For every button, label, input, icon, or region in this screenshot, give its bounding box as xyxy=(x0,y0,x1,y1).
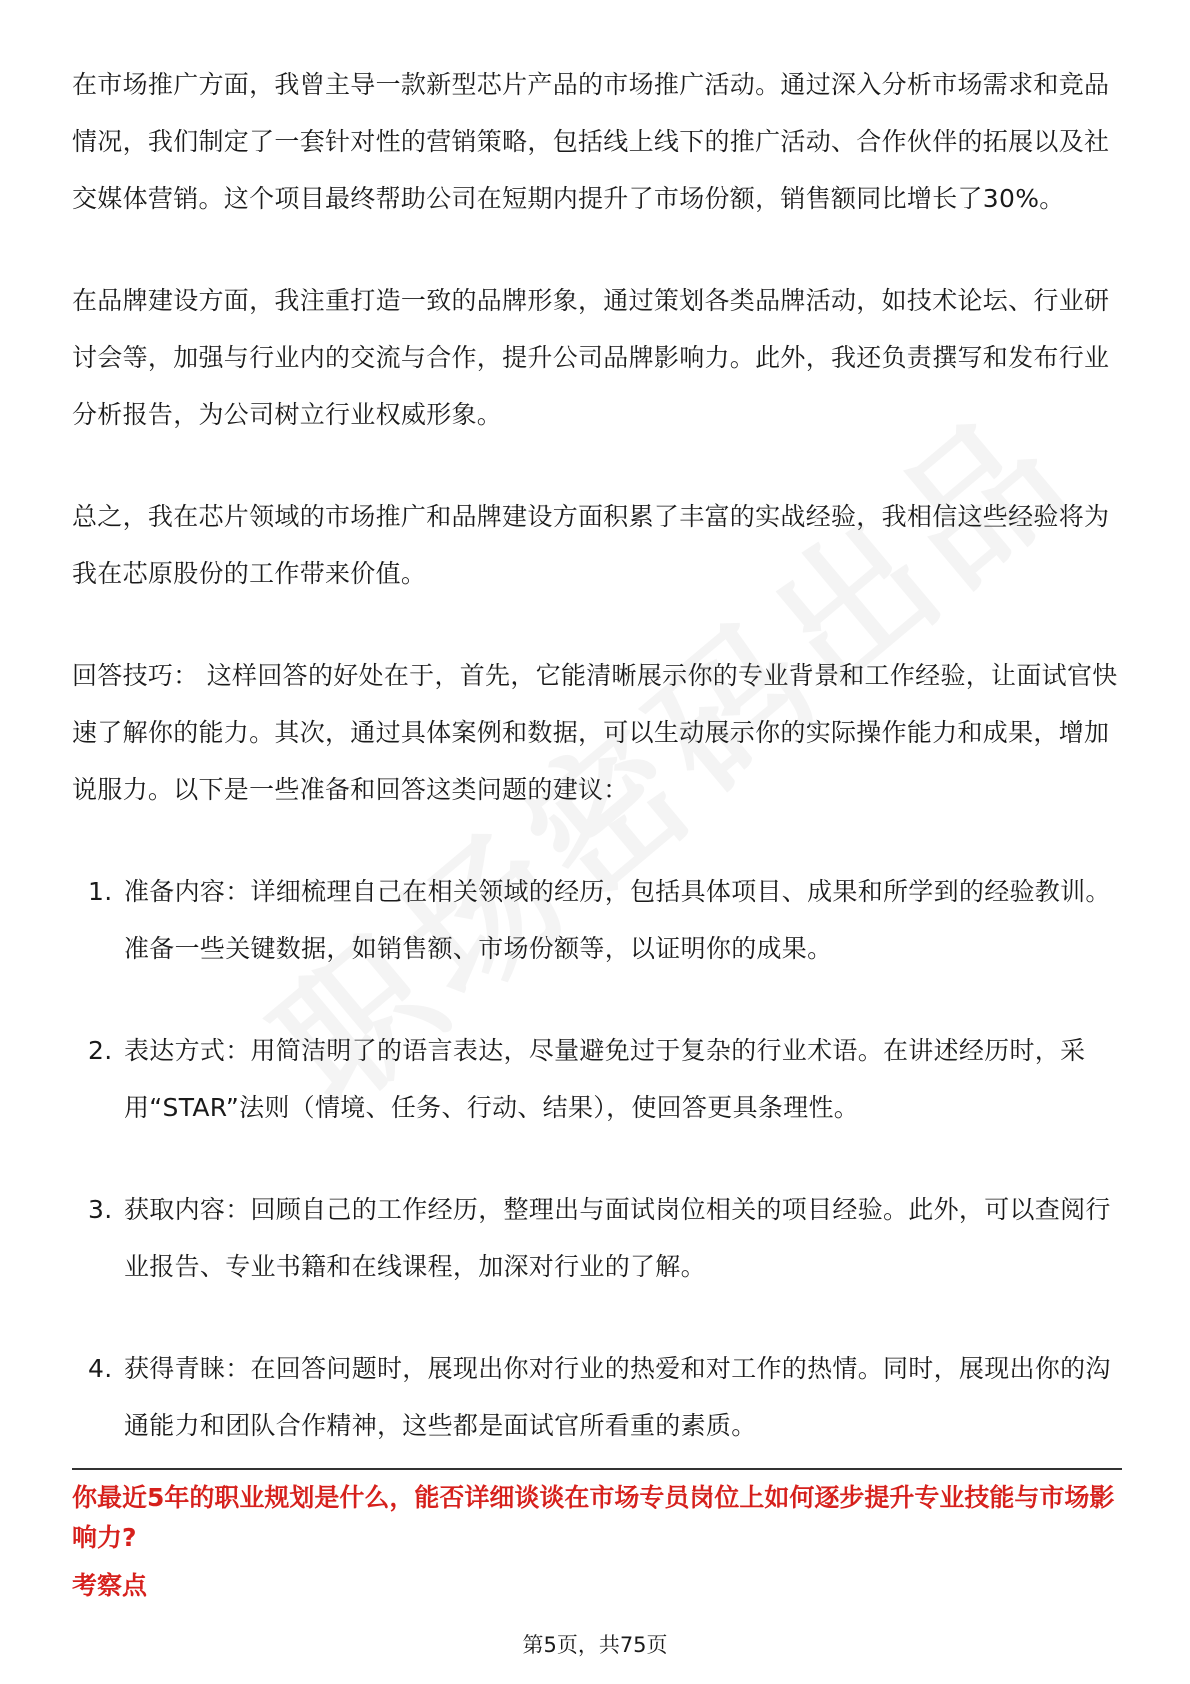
list-item-text: 准备内容：详细梳理自己在相关领域的经历，包括具体项目、成果和所学到的经验教训。准备一些关键数据，如销售额、市场份额等，以证明你的成果。 xyxy=(124,877,1111,963)
document-body xyxy=(72,56,1122,1499)
page-number: 第5页，共75页 xyxy=(522,1633,668,1657)
interview-question: 你最近5年的职业规划是什么，能否详细谈谈在市场专员岗位上如何逐步提升专业技能与市场影响力? xyxy=(72,1483,1115,1552)
list-item-number: 1. xyxy=(88,877,113,906)
paragraph-summary: 总之，我在芯片领域的市场推广和品牌建设方面积累了丰富的实战经验，我相信这些经验将为我在芯原股份的工作带来价值。 xyxy=(72,502,1110,588)
paragraph-market-promotion: 在市场推广方面，我曾主导一款新型芯片产品的市场推广活动。通过深入分析市场需求和竞品情况，我们制定了一套针对性的营销策略，包括线上线下的推广活动、合作伙伴的拓展以及社交媒体营销。这个项目最终帮助公司在短期内提升了市场份额，销售额同比增长了30%。 xyxy=(72,70,1110,213)
paragraph-brand-building: 在品牌建设方面，我注重打造一致的品牌形象，通过策划各类品牌活动，如技术论坛、行业研讨会等，加强与行业内的交流与合作，提升公司品牌影响力。此外，我还负责撰写和发布行业分析报告，为公司树立行业权威形象。 xyxy=(72,286,1110,429)
tips-list xyxy=(72,863,1122,1454)
list-item-number: 3. xyxy=(88,1195,113,1224)
list-item-number: 2. xyxy=(88,1036,113,1065)
list-item-number: 4. xyxy=(88,1354,113,1383)
assessment-points-heading: 考察点 xyxy=(72,1571,148,1600)
list-item xyxy=(72,1181,1122,1295)
paragraph-answer-tips: 回答技巧： 这样回答的好处在于，首先，它能清晰展示你的专业背景和工作经验，让面试官快速了解你的能力。其次，通过具体案例和数据，可以生动展示你的实际操作能力和成果，增加说服力。以下是一些准备和回答这类问题的建议： xyxy=(72,661,1118,804)
list-item xyxy=(72,863,1122,977)
list-item-text: 获得青睐：在回答问题时，展现出你对行业的热爱和对工作的热情。同时，展现出你的沟通能力和团队合作精神，这些都是面试官所看重的素质。 xyxy=(124,1354,1111,1440)
list-item xyxy=(72,1340,1122,1454)
list-item-text: 表达方式：用简洁明了的语言表达，尽量避免过于复杂的行业术语。在讲述经历时，采用“STAR”法则（情境、任务、行动、结果），使回答更具条理性。 xyxy=(124,1036,1086,1122)
list-item xyxy=(72,1022,1122,1136)
list-item-text: 获取内容：回顾自己的工作经历，整理出与面试岗位相关的项目经验。此外，可以查阅行业报告、专业书籍和在线课程，加深对行业的了解。 xyxy=(124,1195,1111,1281)
section-divider xyxy=(72,1468,1122,1470)
